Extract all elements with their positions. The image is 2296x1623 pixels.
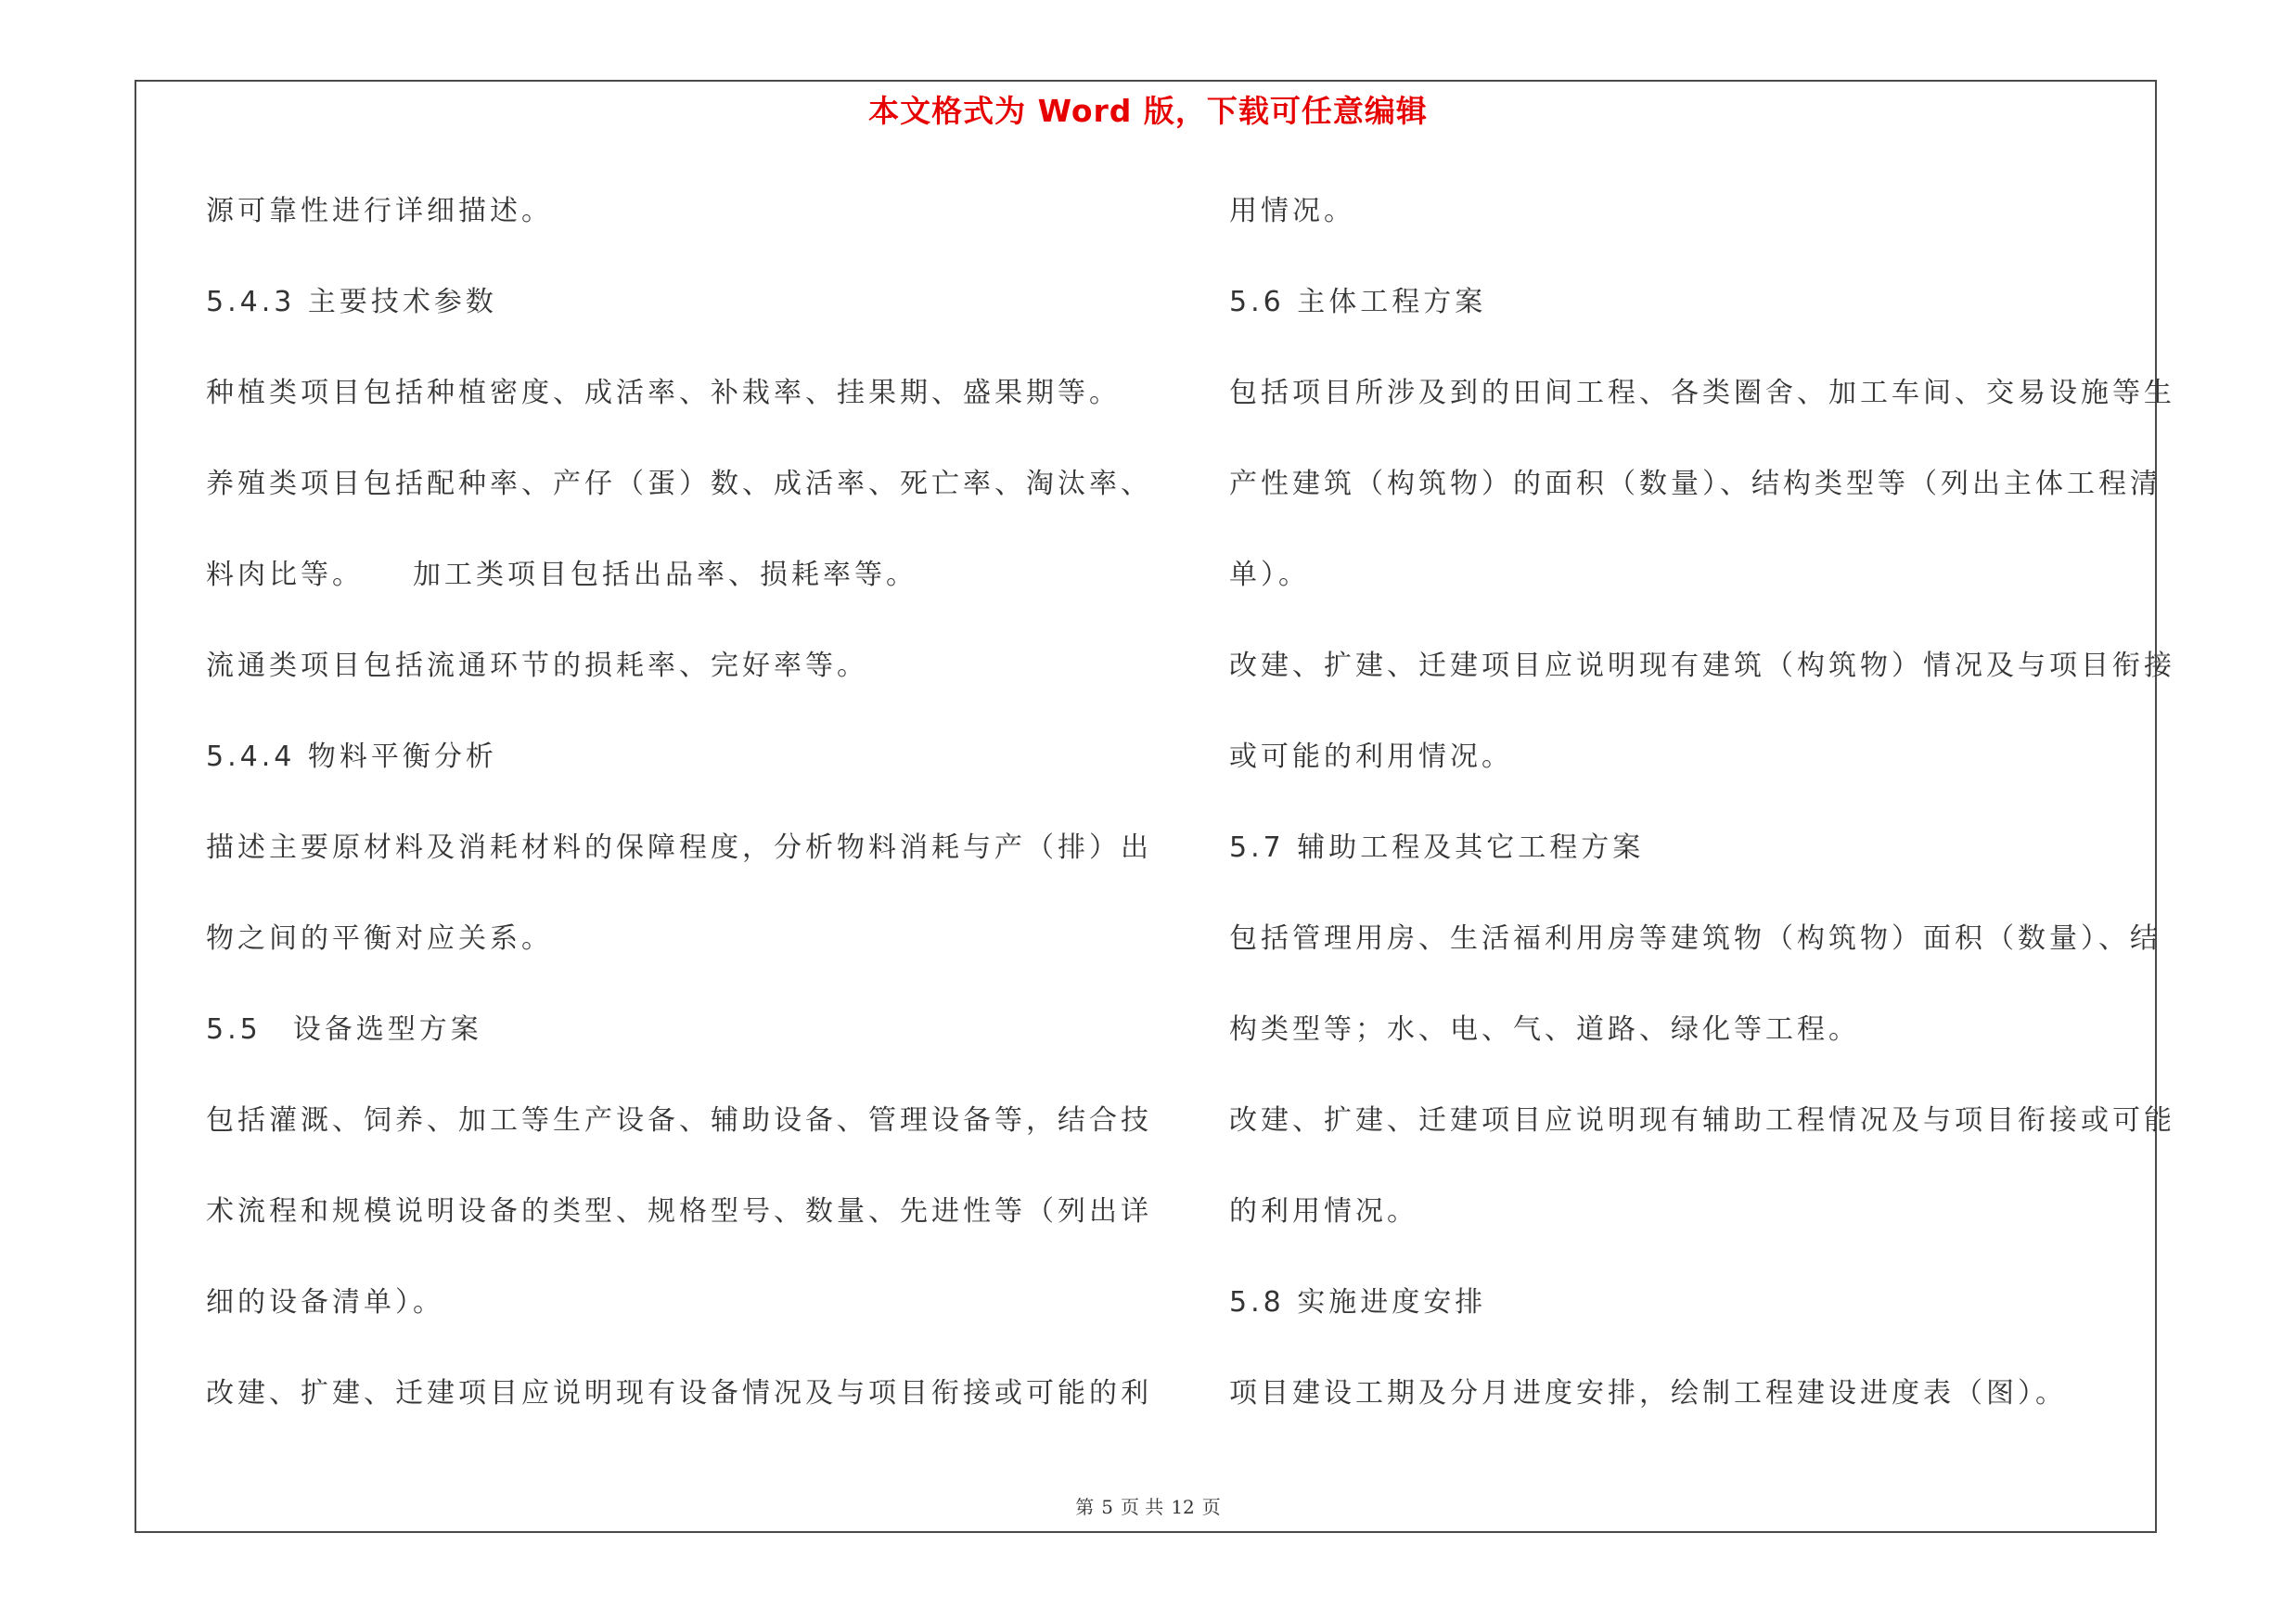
text-line: 料肉比等。 加工类项目包括出品率、损耗率等。	[206, 559, 917, 591]
text-line: 描述主要原材料及消耗材料的保障程度，分析物料消耗与产（排）出	[206, 831, 1152, 864]
footer-middle: 页 共	[1120, 1496, 1164, 1518]
text-line: 或可能的利用情况。	[1229, 741, 1513, 773]
text-line: 包括灌溉、饲养、加工等生产设备、辅助设备、管理设备等，结合技	[206, 1104, 1152, 1137]
text-line: 构类型等；水、电、气、道路、绿化等工程。	[1229, 1013, 1860, 1046]
text-line: 单）。	[1229, 559, 1310, 591]
text-line: 物之间的平衡对应关系。	[206, 922, 553, 955]
section-heading: 5.6 主体工程方案	[1229, 286, 1487, 318]
footer-prefix: 第	[1075, 1496, 1095, 1518]
section-heading: 5.7 辅助工程及其它工程方案	[1229, 831, 1645, 864]
footer-suffix: 页	[1201, 1496, 1221, 1518]
section-heading: 5.5 设备选型方案	[206, 1013, 482, 1046]
text-line: 用情况。	[1229, 195, 1355, 227]
page-footer	[0, 1492, 2296, 1519]
word-format-banner: 本文格式为 Word 版，下载可任意编辑	[868, 93, 1428, 129]
text-line: 细的设备清单）。	[206, 1286, 444, 1319]
text-line: 流通类项目包括流通环节的损耗率、完好率等。	[206, 650, 868, 682]
text-line: 包括项目所涉及到的田间工程、各类圈舍、加工车间、交易设施等生	[1229, 377, 2175, 409]
text-line: 术流程和规模说明设备的类型、规格型号、数量、先进性等（列出详	[206, 1195, 1152, 1228]
text-line: 改建、扩建、迁建项目应说明现有设备情况及与项目衔接或可能的利	[206, 1377, 1152, 1410]
section-heading: 5.4.3 主要技术参数	[206, 286, 497, 318]
footer-page-number: 5	[1101, 1496, 1113, 1518]
text-line: 养殖类项目包括配种率、产仔（蛋）数、成活率、死亡率、淘汰率、	[206, 468, 1152, 500]
text-line: 包括管理用房、生活福利用房等建筑物（构筑物）面积（数量）、结	[1229, 922, 2161, 955]
section-heading: 5.8 实施进度安排	[1229, 1286, 1487, 1319]
text-line: 项目建设工期及分月进度安排，绘制工程建设进度表（图）。	[1229, 1377, 2067, 1410]
text-line: 改建、扩建、迁建项目应说明现有建筑（构筑物）情况及与项目衔接	[1229, 650, 2175, 682]
footer-total-pages: 12	[1171, 1496, 1195, 1518]
text-line: 改建、扩建、迁建项目应说明现有辅助工程情况及与项目衔接或可能	[1229, 1104, 2175, 1137]
text-line: 的利用情况。	[1229, 1195, 1418, 1228]
text-line: 种植类项目包括种植密度、成活率、补栽率、挂果期、盛果期等。	[206, 377, 1121, 409]
text-line: 源可靠性进行详细描述。	[206, 195, 553, 227]
section-heading: 5.4.4 物料平衡分析	[206, 741, 497, 773]
text-line: 产性建筑（构筑物）的面积（数量）、结构类型等（列出主体工程清	[1229, 468, 2161, 500]
